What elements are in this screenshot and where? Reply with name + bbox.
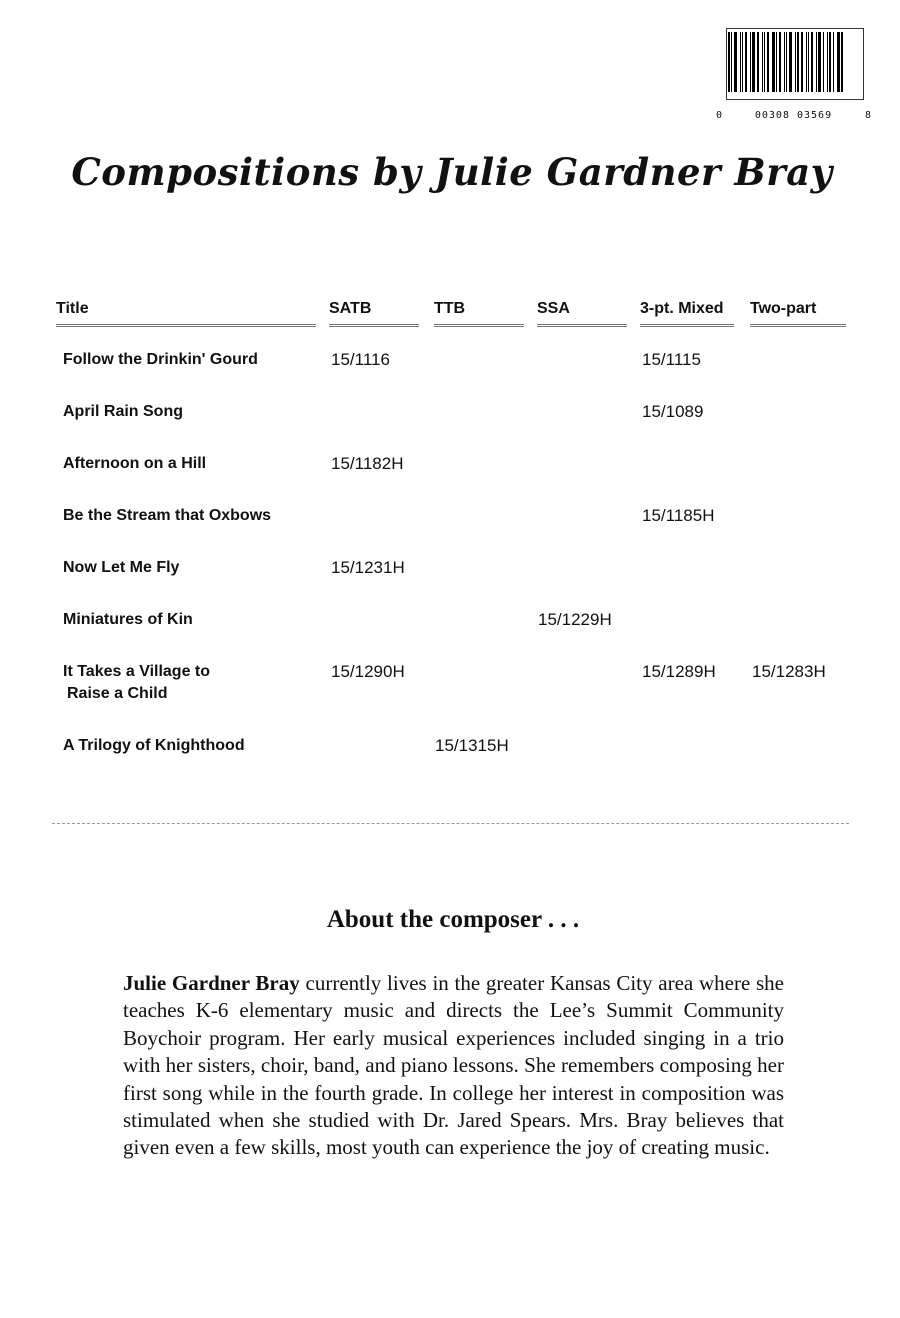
cell-satb: 15/1182H bbox=[331, 454, 404, 473]
barcode-bar bbox=[764, 32, 765, 92]
cell-ssa: 15/1229H bbox=[538, 610, 612, 629]
barcode-bar bbox=[811, 32, 813, 92]
barcode-bar bbox=[795, 32, 796, 92]
barcode-bar bbox=[745, 32, 747, 92]
row-title: Now Let Me Fly bbox=[63, 559, 180, 576]
header-ssa: SSA bbox=[537, 300, 627, 327]
barcode-bar bbox=[827, 32, 828, 92]
cell-3pt-mixed: 15/1185H bbox=[642, 506, 715, 525]
composer-name: Julie Gardner Bray bbox=[123, 971, 300, 995]
cell-3pt-mixed: 15/1115 bbox=[642, 350, 701, 369]
barcode-bar bbox=[837, 32, 840, 92]
row-title-line1: It Takes a Village to bbox=[63, 663, 211, 680]
cell-ttb: 15/1315H bbox=[435, 736, 509, 755]
row-title: Afternoon on a Hill bbox=[63, 455, 207, 472]
barcode-bar bbox=[742, 32, 743, 92]
barcode-main-digits: 00308 03569 bbox=[754, 110, 833, 121]
barcode-bar bbox=[779, 32, 781, 92]
barcode-bar bbox=[818, 32, 821, 92]
cell-satb: 15/1231H bbox=[331, 558, 405, 577]
barcode-bar bbox=[776, 32, 777, 92]
cell-3pt-mixed: 15/1289H bbox=[642, 662, 716, 681]
barcode-bar bbox=[740, 32, 741, 92]
barcode-bar bbox=[728, 32, 730, 92]
cell-3pt-mixed: 15/1089 bbox=[642, 402, 704, 421]
barcode-bar bbox=[833, 32, 834, 92]
barcode-bar bbox=[797, 32, 799, 92]
cell-satb: 15/1290H bbox=[331, 662, 405, 681]
cell-satb: 15/1116 bbox=[331, 350, 390, 369]
barcode-bar bbox=[786, 32, 787, 92]
barcode bbox=[716, 28, 871, 121]
barcode-bar bbox=[784, 32, 785, 92]
barcode-right-digit: 8 bbox=[864, 110, 871, 121]
bio-text: currently lives in the greater Kansas City area where she teaches K-6 elementary music and directs the Lee’s Summit Community Boychoir program. Her early musical experiences included singing in a trio with her sisters, choir, band, and piano lessons. She remembers composing her first song while in the fourth grade. In college her interest in composition was stimulated when she studied with Dr. Jared Spears. Mrs. Bray believes that given even a few skills, most youth can experience the joy of creating music. bbox=[123, 971, 784, 1160]
barcode-bar bbox=[801, 32, 803, 92]
row-title: April Rain Song bbox=[63, 403, 183, 420]
barcode-bar bbox=[816, 32, 817, 92]
barcode-bar bbox=[772, 32, 775, 92]
header-satb: SATB bbox=[329, 300, 419, 327]
barcode-bar bbox=[841, 32, 843, 92]
barcode-left-digit: 0 bbox=[716, 110, 723, 121]
cell-two-part: 15/1283H bbox=[752, 662, 826, 681]
row-title: Be the Stream that Oxbows bbox=[63, 507, 272, 524]
header-title: Title bbox=[56, 300, 316, 327]
row-title: A Trilogy of Knighthood bbox=[63, 737, 245, 754]
barcode-bar bbox=[757, 32, 759, 92]
barcode-bar bbox=[762, 32, 763, 92]
composer-bio bbox=[123, 970, 784, 1162]
barcode-bar bbox=[750, 32, 751, 92]
barcode-bar bbox=[789, 32, 792, 92]
barcode-bar bbox=[734, 32, 737, 92]
table-divider bbox=[52, 823, 849, 824]
barcode-bar bbox=[808, 32, 809, 92]
barcode-bar bbox=[731, 32, 732, 92]
header-two-part: Two-part bbox=[750, 300, 846, 327]
barcode-bar bbox=[829, 32, 831, 92]
barcode-number bbox=[716, 110, 871, 121]
barcode-bars bbox=[728, 32, 858, 92]
row-title-line2: Raise a Child bbox=[67, 685, 168, 702]
row-title bbox=[63, 661, 210, 705]
barcode-bar bbox=[767, 32, 769, 92]
header-ttb: TTB bbox=[434, 300, 524, 327]
header-3pt-mixed: 3-pt. Mixed bbox=[640, 300, 734, 327]
about-heading: About the composer . . . bbox=[326, 906, 580, 933]
row-title: Miniatures of Kin bbox=[63, 611, 193, 628]
barcode-bar bbox=[806, 32, 807, 92]
barcode-bar bbox=[823, 32, 824, 92]
page-title: Compositions by Julie Gardner Bray bbox=[71, 150, 833, 194]
barcode-bar bbox=[752, 32, 755, 92]
row-title: Follow the Drinkin' Gourd bbox=[63, 351, 258, 368]
table-header bbox=[0, 300, 900, 330]
